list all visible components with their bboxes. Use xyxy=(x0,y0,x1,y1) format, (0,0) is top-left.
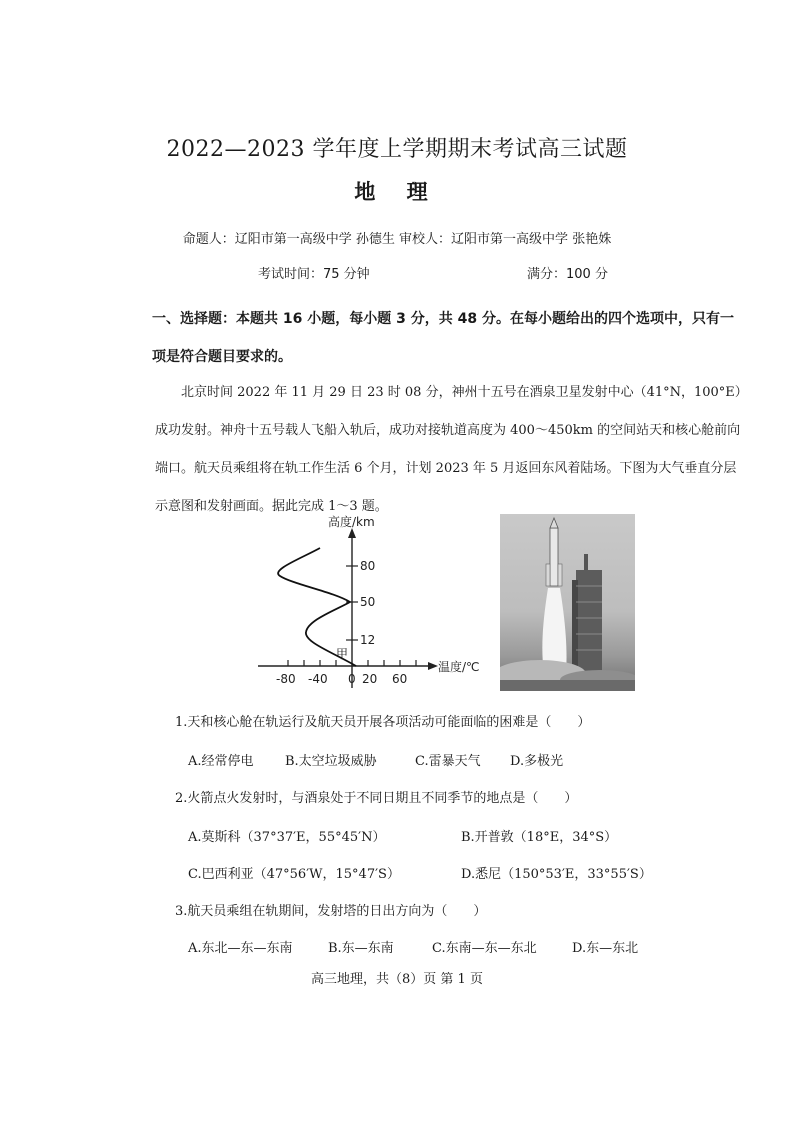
q3-option-c[interactable]: C.东南—东—东北 xyxy=(432,941,537,956)
q2-option-a[interactable]: A.莫斯科（37°37′E，55°45′N） xyxy=(188,830,386,845)
y-axis-label: 高度/km xyxy=(328,515,375,529)
q2-option-b[interactable]: B.开普敦（18°E，34°S） xyxy=(461,830,618,845)
q1-option-d[interactable]: D.多极光 xyxy=(510,754,564,769)
q2-option-c[interactable]: C.巴西利亚（47°56′W，15°47′S） xyxy=(188,867,400,882)
x-tick-label-neg40: -40 xyxy=(308,672,328,686)
y-tick-label-12: 12 xyxy=(360,633,376,647)
page-footer: 高三地理，共（8）页 第 1 页 xyxy=(311,972,483,987)
x-axis-arrow xyxy=(428,662,438,670)
atmosphere-diagram xyxy=(250,512,490,694)
question-3-stem: 3.航天员乘组在轨期间，发射塔的日出方向为（ ） xyxy=(175,904,487,919)
q1-option-c[interactable]: C.雷暴天气 xyxy=(415,754,481,769)
x-tick-label-20: 20 xyxy=(362,672,378,686)
q3-option-b[interactable]: B.东—东南 xyxy=(328,941,394,956)
exam-time: 考试时间：75 分钟 xyxy=(258,267,370,282)
q2-option-d[interactable]: D.悉尼（150°53′E，33°55′S） xyxy=(461,867,652,882)
section-heading: 一、选择题：本题共 16 小题，每小题 3 分，共 48 分。在每小题给出的四个选项中，只有一项是符合题目要求的。 xyxy=(152,311,734,365)
launch-photo xyxy=(500,514,635,691)
x-axis-label: 温度/℃ xyxy=(438,660,480,674)
rocket-launch-illustration xyxy=(500,514,635,691)
x-tick-label-0: 0 xyxy=(348,672,356,686)
q1-option-b[interactable]: B.太空垃圾威胁 xyxy=(285,754,377,769)
author-line: 命题人：辽阳市第一高级中学 孙德生 审校人：辽阳市第一高级中学 张艳姝 xyxy=(182,232,612,247)
y-tick-label-80: 80 xyxy=(360,559,376,573)
x-tick-label-60: 60 xyxy=(392,672,408,686)
x-tick-label-neg80: -80 xyxy=(276,672,296,686)
reading-passage: 北京时间 2022 年 11 月 29 日 23 时 08 分，神州十五号在酒泉卫星发射中心（41°N，100°E）成功发射。神舟十五号载人飞船入轨后，成功对接轨道高度为 400～450km 的空间站天和核心舱前向端口。航天员乘组将在轨工作生活 6 个月，计划 2023 年 5 月返回东风着陆场。下图为大气垂直分层示意图和发射画面。据此完成 1～3 题。 xyxy=(155,385,742,514)
q1-option-a[interactable]: A.经常停电 xyxy=(188,754,254,769)
q3-option-a[interactable]: A.东北—东—东南 xyxy=(188,941,293,956)
y-axis-arrow xyxy=(348,528,356,538)
q3-option-d[interactable]: D.东—东北 xyxy=(572,941,639,956)
exam-title: 2022—2023 学年度上学期期末考试高三试题 xyxy=(166,137,628,162)
subject-title: 地 理 xyxy=(354,180,440,204)
question-2-stem: 2.火箭点火发射时，与酒泉处于不同日期且不同季节的地点是（ ） xyxy=(175,791,578,806)
y-tick-label-50: 50 xyxy=(360,595,376,609)
question-1-stem: 1.天和核心舱在轨运行及航天员开展各项活动可能面临的困难是（ ） xyxy=(175,715,591,730)
full-score: 满分：100 分 xyxy=(527,267,608,282)
region-label-jia: 甲 xyxy=(336,647,349,661)
